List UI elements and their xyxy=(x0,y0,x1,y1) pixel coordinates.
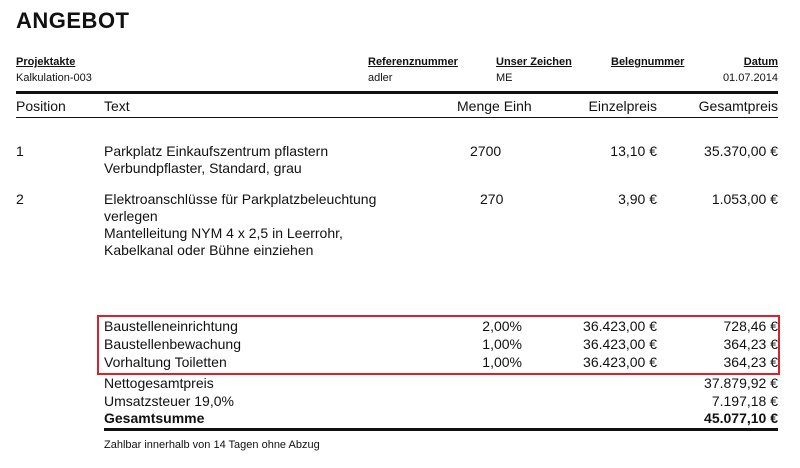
col-einzelpreis: Einzelpreis xyxy=(588,98,657,114)
surcharge3-amount: 364,23 € xyxy=(723,354,778,370)
surcharge3-base: 36.423,00 € xyxy=(583,354,657,370)
projektakte-label: Projektakte xyxy=(16,56,76,68)
surcharge3-label: Vorhaltung Toiletten xyxy=(104,354,227,370)
gesamt-label: Gesamtsumme xyxy=(104,410,205,426)
payment-terms: Zahlbar innerhalb von 14 Tagen ohne Abzug xyxy=(104,439,320,451)
surcharge2-percent: 1,00% xyxy=(482,336,522,352)
surcharge2-amount: 364,23 € xyxy=(723,336,778,352)
row2-menge: 270 xyxy=(480,191,504,207)
row1-menge: 2700 xyxy=(470,143,502,159)
gesamt-value: 45.077,10 € xyxy=(704,410,778,426)
surcharge3-percent: 1,00% xyxy=(482,354,522,370)
col-menge-einh: Menge Einh xyxy=(457,98,532,114)
netto-label: Nettogesamtpreis xyxy=(104,375,214,391)
ust-label: Umsatzsteuer 19,0% xyxy=(104,393,234,409)
header-rule xyxy=(16,91,778,94)
referenz-label: Referenznummer xyxy=(368,56,458,68)
row1-position: 1 xyxy=(16,143,24,159)
row2-text-line4: Kabelkanal oder Bühne einziehen xyxy=(104,242,314,258)
zeichen-value: ME xyxy=(496,72,513,84)
projektakte-value: Kalkulation-003 xyxy=(16,72,92,84)
surcharge1-base: 36.423,00 € xyxy=(583,318,657,334)
netto-value: 37.879,92 € xyxy=(704,375,778,391)
surcharge2-label: Baustellenbewachung xyxy=(104,336,241,352)
row2-einzelpreis: 3,90 € xyxy=(618,191,657,207)
referenz-value: adler xyxy=(368,72,393,84)
datum-label: Datum xyxy=(743,56,778,68)
row1-text-line1: Parkplatz Einkaufszentrum pflastern xyxy=(104,143,329,159)
row2-text-line2: verlegen xyxy=(104,208,158,224)
surcharge2-base: 36.423,00 € xyxy=(583,336,657,352)
row2-position: 2 xyxy=(16,191,24,207)
zeichen-label: Unser Zeichen xyxy=(496,56,572,68)
surcharge1-amount: 728,46 € xyxy=(723,318,778,334)
row1-einzelpreis: 13,10 € xyxy=(610,143,657,159)
col-text: Text xyxy=(104,98,130,114)
surcharge1-label: Baustelleneinrichtung xyxy=(104,318,238,334)
row1-text-line2: Verbundpflaster, Standard, grau xyxy=(104,160,302,176)
column-header-rule xyxy=(16,117,778,118)
surcharge1-percent: 2,00% xyxy=(482,318,522,334)
ust-value: 7.197,18 € xyxy=(711,393,778,409)
row2-gesamtpreis: 1.053,00 € xyxy=(711,191,778,207)
document-title: ANGEBOT xyxy=(16,8,130,33)
beleg-label: Belegnummer xyxy=(611,56,685,68)
col-position: Position xyxy=(16,98,66,114)
col-gesamtpreis: Gesamtpreis xyxy=(698,98,778,114)
datum-value: 01.07.2014 xyxy=(722,72,778,84)
total-rule xyxy=(104,428,778,431)
row2-text-line3: Mantelleitung NYM 4 x 2,5 in Leerrohr, xyxy=(104,225,343,241)
row2-text-line1: Elektroanschlüsse für Parkplatzbeleuchtung xyxy=(104,191,377,207)
row1-gesamtpreis: 35.370,00 € xyxy=(704,143,778,159)
